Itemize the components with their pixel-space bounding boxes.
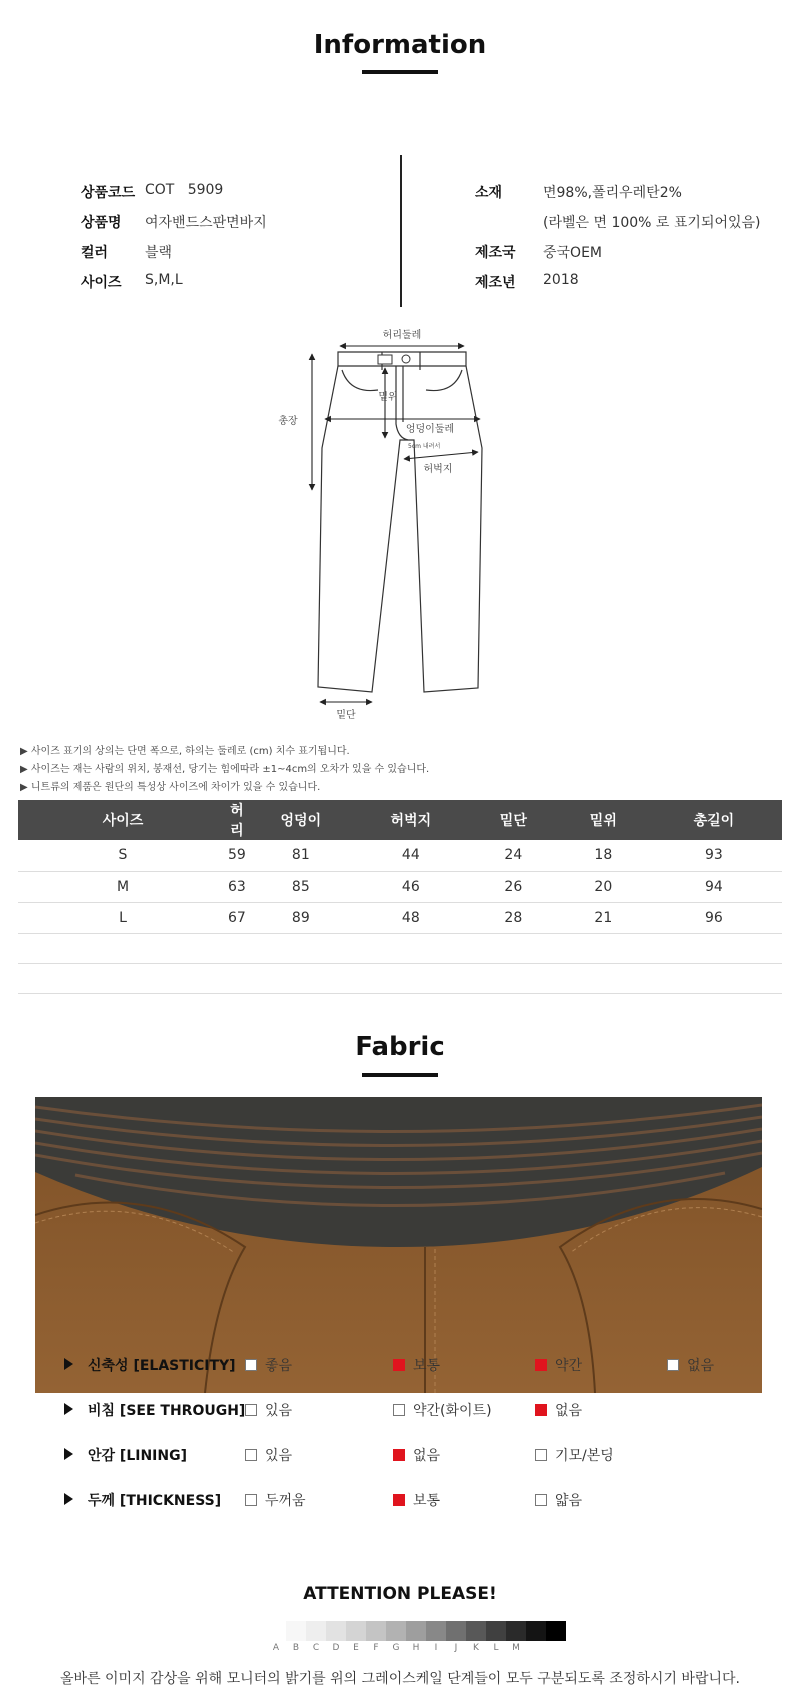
grayscale-swatch	[286, 1621, 306, 1641]
grayscale-letter: F	[373, 1643, 379, 1653]
table-row-empty	[18, 933, 782, 963]
table-row	[18, 840, 782, 871]
grayscale-swatch	[466, 1621, 486, 1641]
grayscale-swatch	[486, 1621, 506, 1641]
grayscale-swatch	[446, 1621, 466, 1641]
table-cell: 93	[646, 840, 782, 871]
grayscale-letters	[266, 1643, 526, 1653]
grayscale-letter: G	[392, 1643, 400, 1653]
information-title-underline	[362, 70, 438, 74]
grayscale-strip	[286, 1621, 566, 1641]
pants-size-diagram	[270, 322, 500, 722]
table-cell: 48	[356, 902, 466, 933]
grayscale-swatch	[326, 1621, 346, 1641]
checked-box-icon	[393, 1359, 405, 1371]
triangle-bullet-icon	[64, 1493, 73, 1505]
elasticity-label: 신축성 [ELASTICITY]	[88, 1358, 236, 1374]
table-cell: M	[18, 871, 228, 902]
header-hip: 엉덩이	[246, 800, 356, 840]
lining-row: 안감 [LINING] 있음 없음 기모/본딩	[0, 1445, 800, 1465]
year-value: 2018	[543, 272, 579, 288]
material-value: 면98%,폴리우레탄2%	[543, 185, 682, 201]
header-length: 총길이	[646, 800, 782, 840]
table-cell: 94	[646, 871, 782, 902]
table-cell: 28	[466, 902, 561, 933]
table-cell: 26	[466, 871, 561, 902]
table-cell: 46	[356, 871, 466, 902]
attention-title: ATTENTION PLEASE!	[303, 1584, 497, 1604]
checked-box-icon	[393, 1494, 405, 1506]
size-table	[18, 800, 782, 994]
table-row	[18, 871, 782, 902]
product-name-value: 여자밴드스판면바지	[145, 215, 267, 231]
table-row	[18, 902, 782, 933]
table-cell: 81	[246, 840, 356, 871]
fabric-title-underline	[362, 1073, 438, 1077]
grayscale-letter: E	[353, 1643, 359, 1653]
grayscale-swatch	[546, 1621, 566, 1641]
triangle-bullet-icon	[64, 1403, 73, 1415]
diagram-hip-label: 엉덩이둘레	[405, 424, 455, 435]
table-cell: 18	[561, 840, 646, 871]
see-through-label: 비침 [SEE THROUGH]	[88, 1403, 246, 1419]
grayscale-swatch	[506, 1621, 526, 1641]
grayscale-letter: L	[493, 1643, 499, 1653]
checkbox-icon	[245, 1404, 257, 1416]
origin-label: 제조국	[475, 245, 516, 261]
header-waist: 허리	[228, 800, 246, 840]
checkbox-icon	[535, 1494, 547, 1506]
triangle-bullet-icon	[64, 1358, 73, 1370]
grayscale-swatch	[526, 1621, 546, 1641]
grayscale-letter: D	[332, 1643, 340, 1653]
size-note-2: ▶ 사이즈는 재는 사람의 위치, 봉재선, 당기는 힘에따라 ±1~4cm의 오차가 있을 수 있습니다.	[20, 764, 430, 775]
table-cell: S	[18, 840, 228, 871]
checkbox-icon	[667, 1359, 679, 1371]
material-label: 소재	[475, 185, 503, 201]
checkbox-icon	[535, 1449, 547, 1461]
table-cell: 20	[561, 871, 646, 902]
table-cell: 44	[356, 840, 466, 871]
monitor-advice-text: 올바른 이미지 감상을 위해 모니터의 밝기를 위의 그레이스케일 단계들이 모두 구분되도록 조정하시기 바랍니다.	[60, 1671, 740, 1687]
table-row-empty	[18, 963, 782, 993]
elasticity-row: 신축성 [ELASTICITY] 좋음 보통 약간 없음	[0, 1355, 800, 1375]
product-name-label: 상품명	[81, 215, 122, 231]
table-cell: 89	[246, 902, 356, 933]
grayscale-letter: M	[512, 1643, 520, 1653]
thickness-label: 두께 [THICKNESS]	[88, 1493, 222, 1509]
header-thigh: 허벅지	[356, 800, 466, 840]
information-title: Information	[313, 30, 487, 60]
info-divider	[400, 155, 402, 307]
table-cell: L	[18, 902, 228, 933]
size-label: 사이즈	[81, 275, 122, 291]
diagram-thigh-note: 5cm 내려서	[408, 443, 441, 450]
diagram-waist-label: 허리둘레	[382, 330, 422, 341]
label-note-value: (라벨은 면 100% 로 표기되어있음)	[543, 215, 761, 231]
grayscale-letter: K	[473, 1643, 479, 1653]
checkbox-icon	[245, 1449, 257, 1461]
table-cell: 63	[228, 871, 246, 902]
see-through-row: 비침 [SEE THROUGH] 있음 약간(화이트) 없음	[0, 1400, 800, 1420]
checkbox-icon	[393, 1404, 405, 1416]
thickness-row: 두께 [THICKNESS] 두꺼움 보통 얇음	[0, 1490, 800, 1510]
grayscale-swatch	[346, 1621, 366, 1641]
header-rise: 밑위	[561, 800, 646, 840]
size-value: S,M,L	[145, 272, 183, 288]
grayscale-swatch	[406, 1621, 426, 1641]
grayscale-letter: C	[312, 1643, 320, 1653]
grayscale-swatch	[366, 1621, 386, 1641]
grayscale-letter: H	[412, 1643, 420, 1653]
grayscale-letter: A	[272, 1643, 280, 1653]
size-note-3: ▶ 니트류의 제품은 원단의 특성상 사이즈에 차이가 있을 수 있습니다.	[20, 782, 321, 793]
grayscale-letter: J	[454, 1643, 458, 1653]
diagram-rise-label: 밑위	[378, 392, 398, 403]
size-note-1: ▶ 사이즈 표기의 상의는 단면 폭으로, 하의는 둘레로 (cm) 치수 표기됩니다.	[20, 746, 350, 757]
checkbox-icon	[245, 1359, 257, 1371]
color-value: 블랙	[145, 245, 173, 261]
table-cell: 67	[228, 902, 246, 933]
diagram-total-length-label: 총장	[278, 416, 298, 427]
checked-box-icon	[393, 1449, 405, 1461]
diagram-hem-label: 밑단	[336, 710, 356, 721]
grayscale-swatch	[306, 1621, 326, 1641]
origin-value: 중국OEM	[543, 245, 602, 261]
product-code-label: 상품코드	[81, 185, 136, 201]
lining-label: 안감 [LINING]	[88, 1448, 187, 1464]
fabric-title: Fabric	[355, 1032, 445, 1062]
checkbox-icon	[245, 1494, 257, 1506]
product-code-value: COT 5909	[145, 182, 224, 198]
table-cell: 85	[246, 871, 356, 902]
grayscale-swatch	[426, 1621, 446, 1641]
table-cell: 24	[466, 840, 561, 871]
checked-box-icon	[535, 1404, 547, 1416]
triangle-bullet-icon	[64, 1448, 73, 1460]
checked-box-icon	[535, 1359, 547, 1371]
size-table-header	[18, 800, 782, 840]
header-hem: 밑단	[466, 800, 561, 840]
grayscale-swatch	[386, 1621, 406, 1641]
table-cell: 21	[561, 902, 646, 933]
fabric-closeup-photo	[35, 1097, 762, 1393]
header-size: 사이즈	[18, 800, 228, 840]
year-label: 제조년	[475, 275, 516, 291]
table-cell: 59	[228, 840, 246, 871]
grayscale-letter: B	[292, 1643, 300, 1653]
grayscale-letter: I	[434, 1643, 438, 1653]
color-label: 컬러	[81, 245, 109, 261]
table-cell: 96	[646, 902, 782, 933]
diagram-thigh-label: 허벅지	[423, 464, 453, 475]
